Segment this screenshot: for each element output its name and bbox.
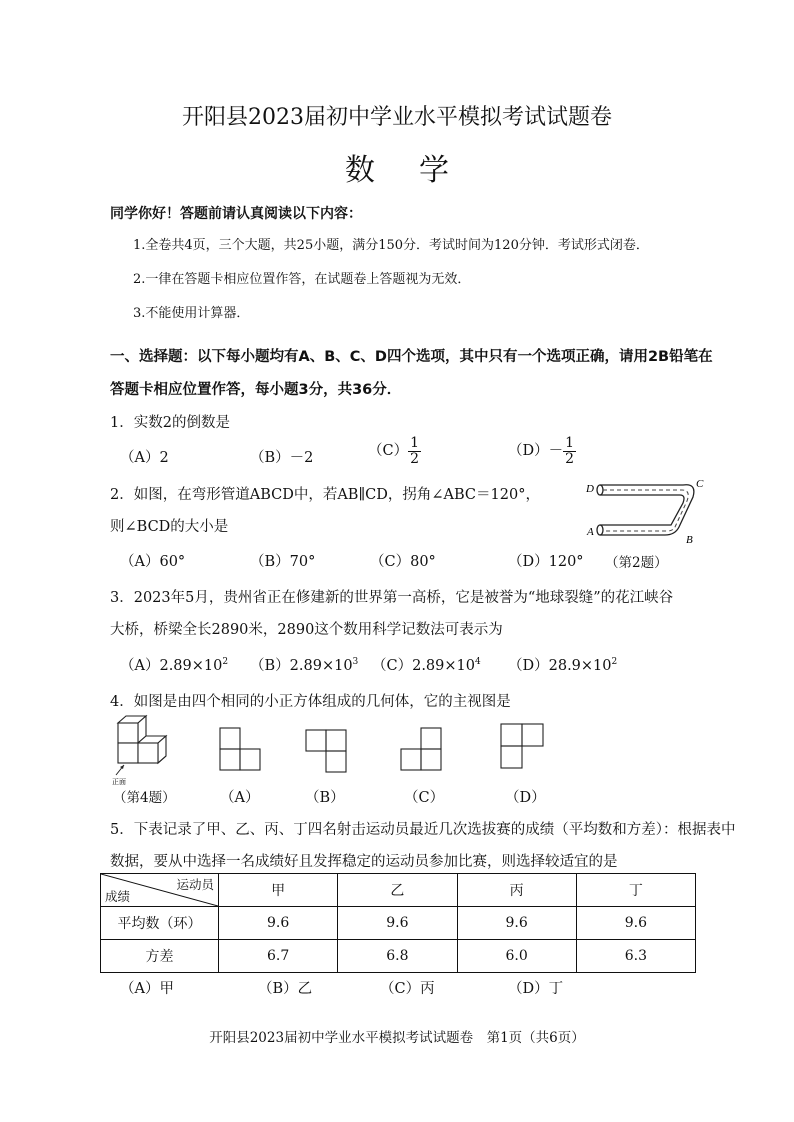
q2-option-d: （D）120°: [508, 554, 584, 570]
q4-option-a: （A）: [220, 790, 260, 806]
q5-option-c: （C）丙: [380, 981, 435, 997]
scores-table: [100, 873, 696, 973]
pipe-label-b: B: [686, 534, 693, 545]
q3-option-d: [508, 654, 617, 675]
table-header-row: [101, 874, 696, 907]
q4-view-c: [400, 727, 442, 771]
corner-label-score: 成绩: [105, 889, 131, 904]
q1-option-c: [368, 436, 421, 466]
greeting: 同学你好！答题前请认真阅读以下内容：: [110, 206, 362, 222]
exam-title: 开阳县2023届初中学业水平模拟考试试题卷: [182, 105, 612, 130]
q4-option-c: （C）: [404, 790, 445, 806]
table-header-cell: 乙: [338, 874, 457, 907]
q2-stem-line2: 则∠BCD的大小是: [110, 519, 229, 535]
table-cell: 6.7: [219, 940, 338, 973]
table-cell: 6.0: [457, 940, 576, 973]
q1-c-denominator: 2: [410, 450, 420, 467]
q1-option-b: （B）－2: [250, 450, 314, 466]
pipe-label-c: C: [696, 478, 704, 490]
q3-b-exponent: 3: [352, 657, 359, 668]
page-footer: 开阳县2023届初中学业水平模拟考试试题卷 第1页（共6页）: [209, 1030, 585, 1046]
q3-d-exponent: 2: [611, 657, 618, 668]
table-cell: 9.6: [457, 907, 576, 940]
q4-stem: 4．如图是由四个相同的小正方体组成的几何体，它的主视图是: [110, 694, 511, 710]
table-corner-cell: [101, 874, 219, 907]
q2-option-b: （B）70°: [250, 554, 316, 570]
subject-title: 数学: [345, 153, 493, 188]
q4-figure-caption: （第4题）: [113, 790, 176, 806]
q1-c-numerator: 1: [410, 435, 420, 451]
q1-option-d-label: （D）－: [508, 443, 564, 460]
q4-option-b: （B）: [305, 790, 345, 806]
table-header-cell: 丁: [576, 874, 695, 907]
q4-view-a: [219, 727, 261, 771]
front-direction-label: 正面: [112, 778, 126, 785]
q3-stem-line1: 3．2023年5月，贵州省正在修建新的世界第一高桥，它是被誉为“地球裂缝”的花江峡谷: [110, 590, 674, 606]
q2-option-a: （A）60°: [120, 554, 186, 570]
row-label: 方差: [101, 940, 219, 973]
note-2: 2.一律在答题卡相应位置作答，在试题卷上答题视为无效．: [133, 272, 471, 287]
q1-option-c-fraction: [408, 436, 421, 466]
q3-c-exponent: 4: [474, 657, 481, 668]
q5-option-a: （A）甲: [120, 981, 174, 997]
q3-b-base: （B）2.89×10: [250, 658, 353, 674]
q3-a-base: （A）2.89×10: [120, 658, 223, 674]
table-row: [101, 907, 696, 940]
q4-option-d: （D）: [505, 790, 546, 806]
pipe-label-a: A: [587, 526, 594, 538]
q1-option-d-fraction: [563, 436, 576, 466]
q5-option-b: （B）乙: [258, 981, 313, 997]
q3-option-b: [250, 654, 358, 675]
pipe-label-d: D: [586, 483, 594, 495]
q3-stem-line2: 大桥，桥梁全长2890米，2890这个数用科学记数法可表示为: [110, 622, 503, 638]
section1-line1: 一、选择题：以下每小题均有A、B、C、D四个选项，其中只有一个选项正确，请用2B铅笔在: [110, 349, 713, 365]
q4-view-d: [500, 723, 544, 769]
q5-stem-line2: 数据，要从中选择一名成绩好且发挥稳定的运动员参加比赛，则选择较适宜的是: [110, 854, 618, 870]
q4-view-b: [305, 729, 347, 773]
cube-solid-figure: [110, 713, 185, 785]
q1-d-denominator: 2: [565, 450, 575, 467]
table-cell: 6.3: [576, 940, 695, 973]
section1-line2: 答题卡相应位置作答，每小题3分，共36分．: [110, 382, 402, 398]
q1-option-a: （A）2: [120, 450, 169, 466]
table-cell: 9.6: [219, 907, 338, 940]
corner-label-athlete: 运动员: [176, 877, 214, 892]
q3-d-base: （D）28.9×10: [508, 658, 612, 674]
q1-option-c-label: （C）: [368, 443, 409, 460]
q3-option-c: [372, 654, 481, 675]
table-row: [101, 940, 696, 973]
q1-d-numerator: 1: [565, 435, 575, 451]
q3-a-exponent: 2: [222, 657, 229, 668]
note-1: 1.全卷共4页，三个大题，共25小题，满分150分．考试时间为120分钟．考试形式闭卷．: [133, 238, 649, 253]
table-header-cell: 甲: [219, 874, 338, 907]
q1-option-d: [508, 436, 576, 466]
q3-c-base: （C）2.89×10: [372, 658, 475, 674]
q1-stem: 1．实数2的倒数是: [110, 415, 230, 431]
q5-option-d: （D）丁: [508, 981, 564, 997]
row-label: 平均数（环）: [101, 907, 219, 940]
q2-option-c: （C）80°: [370, 554, 436, 570]
q2-figure-caption: （第2题）: [605, 555, 668, 571]
table-header-cell: 丙: [457, 874, 576, 907]
table-cell: 6.8: [338, 940, 457, 973]
table-cell: 9.6: [576, 907, 695, 940]
pipe-diagram: [583, 475, 708, 545]
q2-stem-line1: 2．如图，在弯形管道ABCD中，若AB∥CD，拐角∠ABC＝120°，: [110, 487, 540, 503]
q3-option-a: [120, 654, 228, 675]
q5-stem-line1: 5．下表记录了甲、乙、丙、丁四名射击运动员最近几次选拔赛的成绩（平均数和方差）：根据表中: [110, 822, 736, 838]
note-3: 3.不能使用计算器．: [133, 306, 250, 321]
table-cell: 9.6: [338, 907, 457, 940]
